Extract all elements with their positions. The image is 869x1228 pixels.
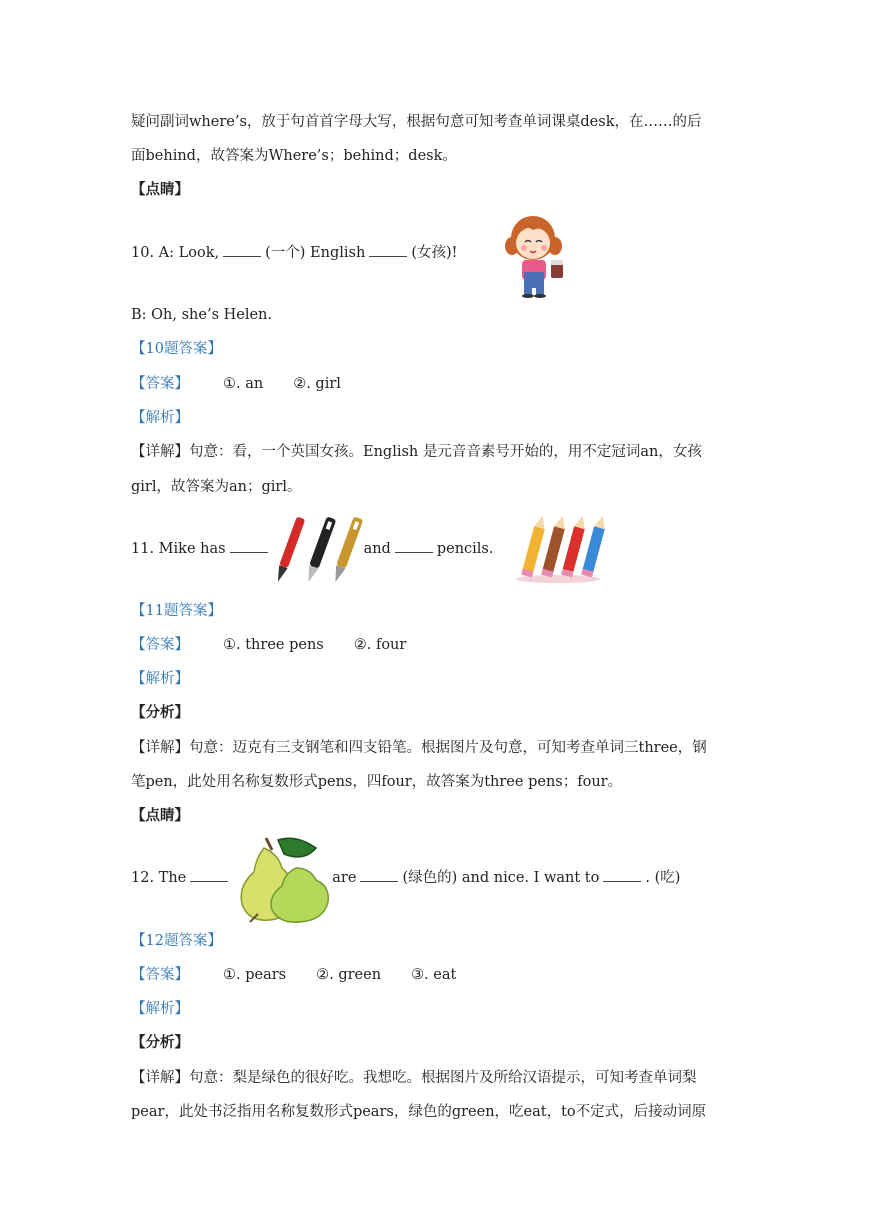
q10-answer-heading: 【10题答案】 — [131, 341, 222, 357]
answer-label: 【答案】 — [131, 376, 189, 392]
q11-and: and — [363, 541, 391, 557]
detail-line: pear，此处书泛指用名称复数形式pears，绿色的green，吃eat，to不定式，后接动词原 — [131, 1104, 707, 1120]
answer-label: 【答案】 — [131, 637, 189, 653]
detail-line: 【详解】句意：看，一个英国女孩。English 是元音音素号开始的，用不定冠词an，女孩 — [131, 444, 702, 460]
q10-hint: (一个) English — [265, 245, 366, 261]
dianjing-heading: 【点睛】 — [131, 181, 189, 198]
fenxi-heading: 【分析】 — [131, 1034, 189, 1051]
jiexi-heading: 【解析】 — [131, 671, 189, 687]
two-pears-illustration — [236, 834, 334, 924]
answer-item: ②. green — [316, 967, 382, 983]
q11-answer-line — [131, 635, 406, 655]
q12-answer-line — [131, 965, 456, 985]
q10-answer-line — [131, 374, 341, 394]
question-12-line — [131, 868, 680, 888]
answer-blank — [395, 540, 433, 553]
q12-end: . (吃) — [645, 870, 681, 886]
answer-item: ②. four — [353, 637, 407, 653]
answer-item: ①. pears — [223, 967, 287, 983]
q11-pencils: pencils. — [436, 541, 494, 557]
text-line: 面behind，故答案为Where’s；behind；desk。 — [131, 148, 457, 164]
answer-label: 【答案】 — [131, 967, 189, 983]
answer-item: ①. three pens — [223, 637, 324, 653]
q10-prefix: 10. A: Look, — [131, 245, 220, 261]
jiexi-heading: 【解析】 — [131, 410, 189, 426]
answer-blank — [190, 869, 228, 882]
girl-with-drink-illustration — [503, 210, 571, 298]
three-pens-illustration — [275, 512, 365, 588]
q11-answer-heading: 【11题答案】 — [131, 603, 222, 619]
answer-item: ③. eat — [411, 967, 457, 983]
q12-prefix: 12. The — [131, 870, 187, 886]
q11-prefix: 11. Mike has — [131, 541, 226, 557]
answer-blank — [360, 869, 398, 882]
answer-blank — [230, 540, 268, 553]
detail-line: girl，故答案为an；girl。 — [131, 479, 302, 495]
dianjing-heading: 【点睛】 — [131, 807, 189, 824]
detail-line: 笔pen，此处用名称复数形式pens，四four，故答案为three pens；four。 — [131, 774, 623, 790]
answer-item: ②. girl — [293, 376, 341, 392]
answer-blank — [223, 244, 261, 257]
text-line: 疑问副词where’s，放于句首首字母大写，根据句意可知考查单词课桌desk，在……的后 — [131, 114, 702, 130]
fenxi-heading: 【分析】 — [131, 704, 189, 721]
detail-line: 【详解】句意：迈克有三支钢笔和四支铅笔。根据图片及句意，可知考查单词三three，钢 — [131, 740, 707, 756]
detail-line: 【详解】句意：梨是绿色的很好吃。我想吃。根据图片及所给汉语提示，可知考查单词梨 — [131, 1070, 697, 1086]
jiexi-heading: 【解析】 — [131, 1001, 189, 1017]
answer-item: ①. an — [223, 376, 264, 392]
question-10-line-b: B: Oh, she’s Helen. — [131, 307, 273, 323]
q12-answer-heading: 【12题答案】 — [131, 933, 222, 949]
q12-mid: (绿色的) and nice. I want to — [402, 870, 600, 886]
answer-blank — [603, 869, 641, 882]
q10-hint: (女孩)! — [411, 245, 458, 261]
answer-blank — [369, 244, 407, 257]
q12-are: are — [332, 870, 357, 886]
question-10-line-a — [131, 243, 457, 263]
four-pencils-illustration — [514, 515, 606, 585]
